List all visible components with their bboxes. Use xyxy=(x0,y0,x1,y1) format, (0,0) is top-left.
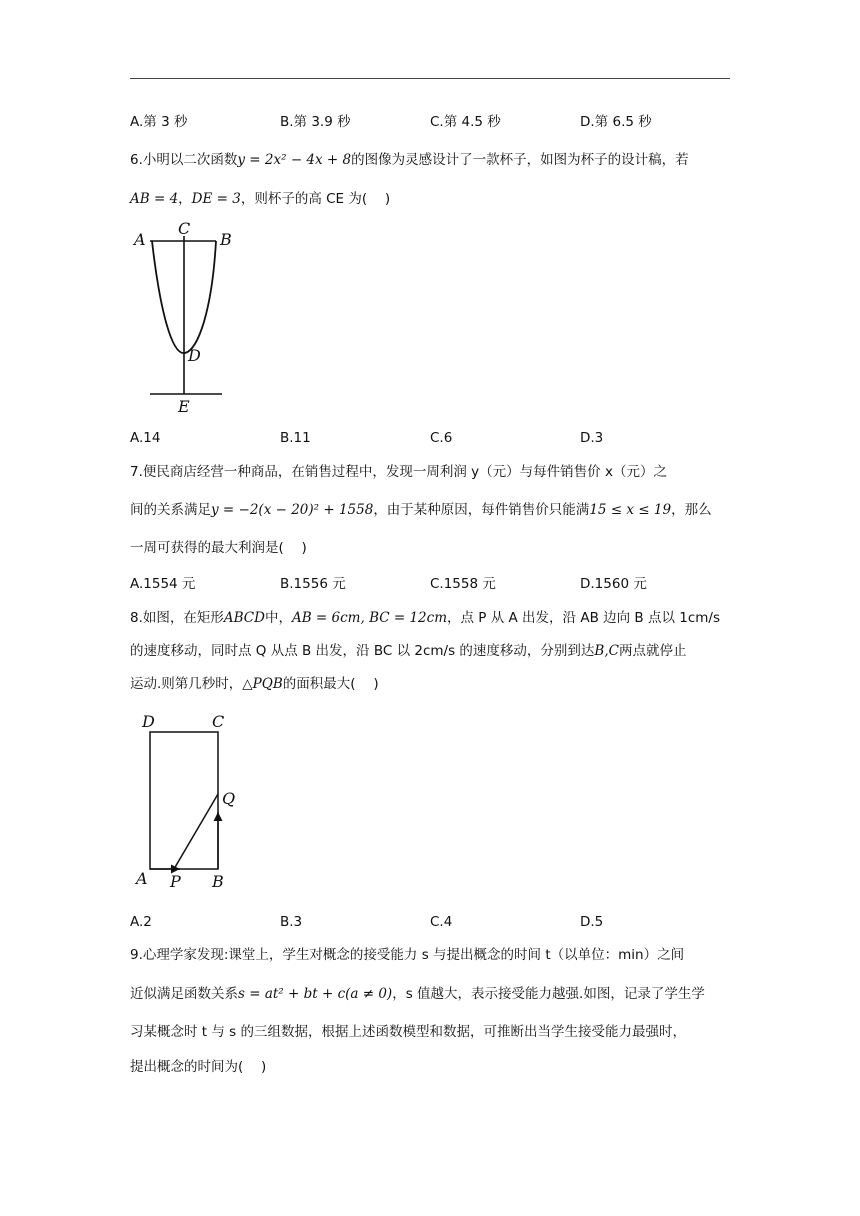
q6-formula: y = 2x² − 4x + 8 xyxy=(237,152,352,168)
q5-option-a[interactable]: A.第 3 秒 xyxy=(130,114,188,130)
q7-options xyxy=(130,574,730,594)
q8-label-d: D xyxy=(142,712,155,731)
q8-stem-line-3: 运动.则第几秒时，△PQB的面积最大( ) xyxy=(130,676,379,692)
q8-option-a[interactable]: A.2 xyxy=(130,914,152,930)
q8-label-b: B xyxy=(212,872,224,891)
q6-label-c: C xyxy=(178,219,191,238)
q9-stem-line-4: 提出概念的时间为( ) xyxy=(130,1059,267,1075)
q7-stem-line-1: 7.便民商店经营一种商品，在销售过程中，发现一周利润 y（元）与每件销售价 x（元）之 xyxy=(130,464,667,480)
q6-label-a: A xyxy=(134,230,146,249)
q7-option-a[interactable]: A.1554 元 xyxy=(130,576,196,592)
q7-range: 15 ≤ x ≤ 19 xyxy=(589,502,672,518)
q8-label-c: C xyxy=(212,712,225,731)
q6-label-b: B xyxy=(220,230,232,249)
q7-formula: y = −2(x − 20)² + 1558 xyxy=(211,502,374,518)
q6-stem-line-1: 6.小明以二次函数y = 2x² − 4x + 8的图像为灵感设计了一款杯子，如图为杯子的设计稿，若 xyxy=(130,152,689,168)
q5-options xyxy=(130,112,730,132)
q5-option-d[interactable]: D.第 6.5 秒 xyxy=(580,114,652,130)
q9-stem-line-1: 9.心理学家发现:课堂上，学生对概念的接受能力 s 与提出概念的时间 t（以单位：min）之间 xyxy=(130,947,685,963)
q9-formula: s = at² + bt + c(a ≠ 0) xyxy=(238,986,393,1002)
q6-label-e: E xyxy=(178,397,190,416)
q6-cup-figure xyxy=(130,216,240,416)
q8-options xyxy=(130,912,730,932)
q5-option-c[interactable]: C.第 4.5 秒 xyxy=(430,114,501,130)
q8-option-c[interactable]: C.4 xyxy=(430,914,453,930)
q7-option-d[interactable]: D.1560 元 xyxy=(580,576,647,592)
q6-stem-line-2: AB = 4，DE = 3，则杯子的高 CE 为( ) xyxy=(130,191,391,207)
q7-option-c[interactable]: C.1558 元 xyxy=(430,576,496,592)
q6-option-d[interactable]: D.3 xyxy=(580,430,604,446)
q6-option-b[interactable]: B.11 xyxy=(280,430,311,446)
q5-option-b[interactable]: B.第 3.9 秒 xyxy=(280,114,351,130)
q8-label-p: P xyxy=(170,872,181,891)
q8-option-d[interactable]: D.5 xyxy=(580,914,604,930)
q8-label-a: A xyxy=(136,869,148,888)
q7-stem-line-3: 一周可获得的最大利润是( ) xyxy=(130,540,307,556)
q8-stem-line-2: 的速度移动，同时点 Q 从点 B 出发，沿 BC 以 2cm/s 的速度移动，分别到达B,C两点就停止 xyxy=(130,643,687,659)
q8-formula: AB = 6cm, BC = 12cm xyxy=(291,610,448,626)
q6-option-a[interactable]: A.14 xyxy=(130,430,161,446)
q6-label-d: D xyxy=(188,346,201,365)
q6-option-c[interactable]: C.6 xyxy=(430,430,453,446)
q8-stem-line-1: 8.如图，在矩形ABCD中，AB = 6cm, BC = 12cm，点 P 从 A 出发，沿 AB 边向 B 点以 1cm/s xyxy=(130,610,721,626)
q8-option-b[interactable]: B.3 xyxy=(280,914,303,930)
q8-rectangle-figure xyxy=(130,712,250,892)
q9-stem-line-2: 近似满足函数关系s = at² + bt + c(a ≠ 0)，s 值越大，表示接受能力越强.如图，记录了学生学 xyxy=(130,986,705,1002)
q8-label-q: Q xyxy=(222,789,236,808)
q6-options xyxy=(130,428,730,448)
header-rule xyxy=(130,78,730,79)
q7-option-b[interactable]: B.1556 元 xyxy=(280,576,346,592)
q7-stem-line-2: 间的关系满足y = −2(x − 20)² + 1558，由于某种原因，每件销售价只能满15 ≤ x ≤ 19，那么 xyxy=(130,502,712,518)
q9-stem-line-3: 习某概念时 t 与 s 的三组数据，根据上述函数模型和数据，可推断出当学生接受能力最强时， xyxy=(130,1024,686,1040)
